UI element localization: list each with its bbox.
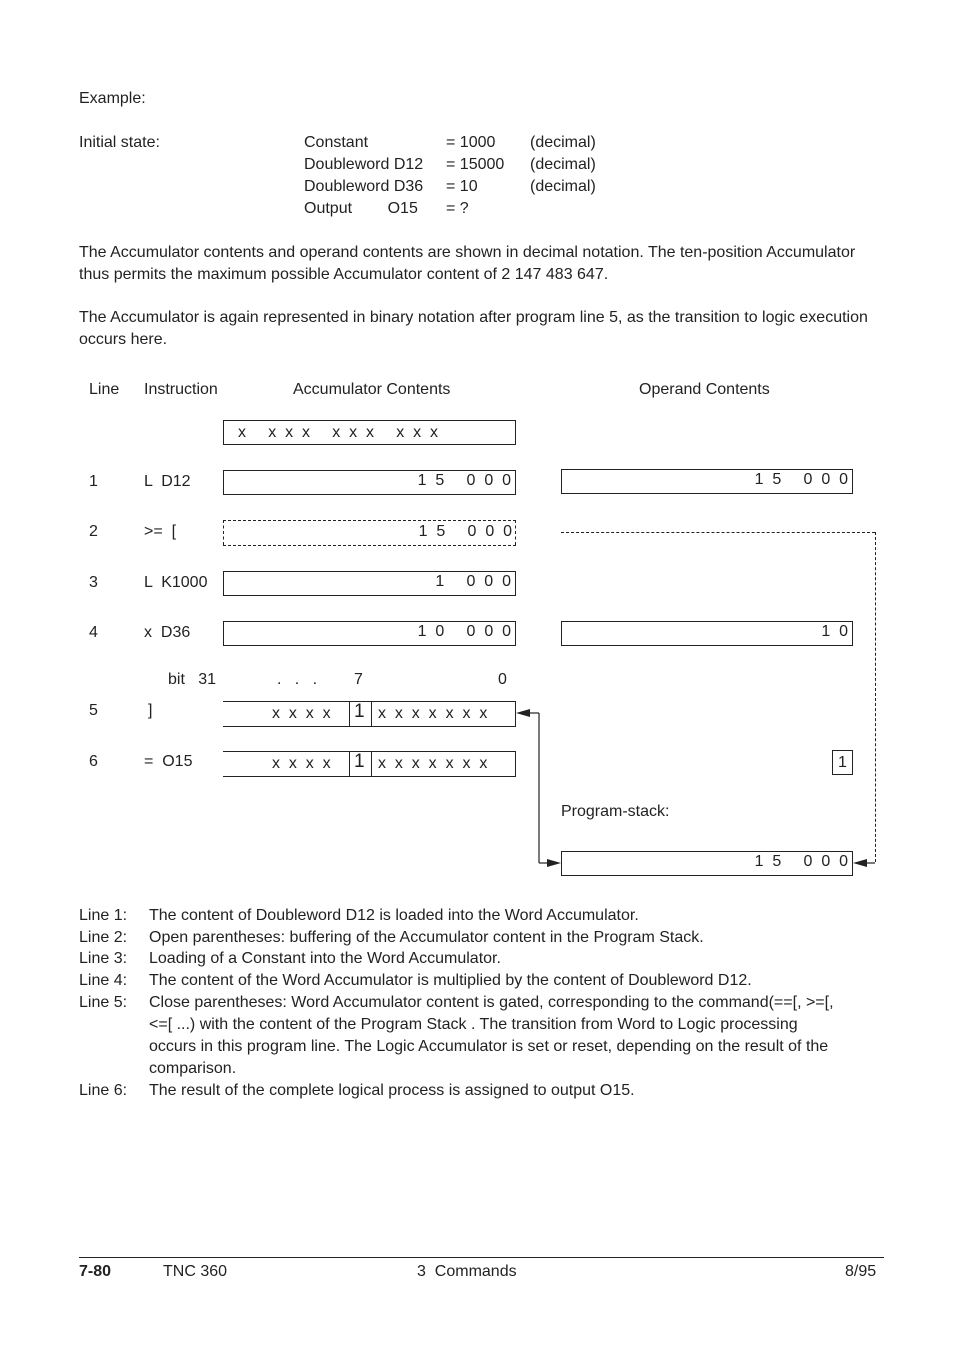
instruction: L D12 <box>144 473 191 490</box>
state-unit: (decimal) <box>530 134 596 151</box>
binary-high-bits: x x x x <box>272 705 331 722</box>
legend-text: Open parentheses: buffering of the Accumulator content in the Program Stack. <box>149 929 704 946</box>
legend-label: Line 2: <box>79 929 128 946</box>
binary-high-bits: x x x x <box>272 755 331 772</box>
instruction: ] <box>148 702 153 719</box>
accumulator-value: 1 0 0 0 <box>435 573 511 590</box>
line-number: 6 <box>89 753 98 770</box>
state-value: = ? <box>446 200 469 217</box>
example-label: Example: <box>79 90 146 107</box>
program-stack-value: 1 5 0 0 0 <box>754 853 848 870</box>
footer-product: TNC 360 <box>163 1263 228 1280</box>
bit-label: bit 31 <box>168 671 217 688</box>
state-unit: (decimal) <box>530 156 596 173</box>
instruction: = O15 <box>144 753 193 770</box>
operand-value: 1 5 0 0 0 <box>754 471 848 488</box>
line-number: 2 <box>89 523 98 540</box>
accumulator-value: 1 0 0 0 0 <box>417 623 511 640</box>
legend-label: Line 4: <box>79 972 128 989</box>
footer-chapter: 3 Commands <box>417 1263 517 1280</box>
legend-text: The content of Doubleword D12 is loaded into the Word Accumulator. <box>149 907 639 924</box>
line-number: 3 <box>89 574 98 591</box>
footer-rule <box>79 1257 884 1258</box>
state-name: Output O15 <box>304 200 418 217</box>
intro-paragraph: The Accumulator contents and operand contents are shown in decimal notation. The ten-position Accumulator thus permits the maximum possible Accumulator content of 2 147 483 647. <box>79 244 856 283</box>
legend-label: Line 3: <box>79 950 128 967</box>
bit-7-label: 7 <box>354 671 363 688</box>
page-number: 7-80 <box>79 1263 112 1280</box>
header-line: Line <box>89 381 120 398</box>
arrow-head <box>516 709 530 717</box>
legend-label: Line 1: <box>79 907 128 924</box>
arrow-head <box>853 859 867 867</box>
header-operand: Operand Contents <box>639 381 770 398</box>
state-value: = 1000 <box>446 134 496 151</box>
initial-state-label: Initial state: <box>79 134 160 151</box>
line-number: 1 <box>89 473 98 490</box>
state-name: Doubleword D36 <box>304 178 424 195</box>
instruction: x D36 <box>144 624 191 641</box>
bit-0-label: 0 <box>498 671 507 688</box>
binary-low-bits: x x x x x x x <box>378 705 488 722</box>
instruction: L K1000 <box>144 574 208 591</box>
program-stack-label: Program-stack: <box>561 803 670 820</box>
accumulator-format-text: x x x x x x x x x x <box>238 424 439 441</box>
binary-low-bits: x x x x x x x <box>378 755 488 772</box>
state-name: Constant <box>304 134 369 151</box>
state-name: Doubleword D12 <box>304 156 424 173</box>
legend-label: Line 6: <box>79 1082 128 1099</box>
logic-bit: 1 <box>354 701 365 722</box>
header-instruction: Instruction <box>144 381 218 398</box>
line-number: 4 <box>89 624 98 641</box>
state-value: = 10 <box>446 178 478 195</box>
accumulator-value: 1 5 0 0 0 <box>417 472 511 489</box>
state-unit: (decimal) <box>530 178 596 195</box>
instruction: >= [ <box>144 523 177 540</box>
operand-value: 1 0 <box>821 623 848 640</box>
footer-date: 8/95 <box>845 1263 877 1280</box>
arrow-head <box>547 859 561 867</box>
legend-label: Line 5: <box>79 994 128 1011</box>
header-accumulator: Accumulator Contents <box>293 381 451 398</box>
bit-dots: . . . <box>277 671 318 688</box>
legend-text: Loading of a Constant into the Word Accumulator. <box>149 950 501 967</box>
accumulator-value: 1 5 0 0 0 <box>418 523 512 540</box>
line-number: 5 <box>89 702 98 719</box>
legend-text: The result of the complete logical process is assigned to output O15. <box>149 1082 635 1099</box>
logic-bit: 1 <box>354 751 365 772</box>
output-value: 1 <box>838 754 847 771</box>
intro-paragraph: The Accumulator is again represented in binary notation after program line 5, as the transition to logic execution occurs here. <box>79 309 868 348</box>
legend-text: Close parentheses: Word Accumulator content is gated, corresponding to the command(==[, >=[, <=[ ...) with the content of the Program Stack . The transition from Word to Logic processing occurs in this program line. The Logic Accumulator is set or reset, depending on the result of the comparison. <box>149 994 834 1077</box>
state-value: = 15000 <box>446 156 505 173</box>
legend-text: The content of the Word Accumulator is multiplied by the content of Doubleword D12. <box>149 972 752 989</box>
